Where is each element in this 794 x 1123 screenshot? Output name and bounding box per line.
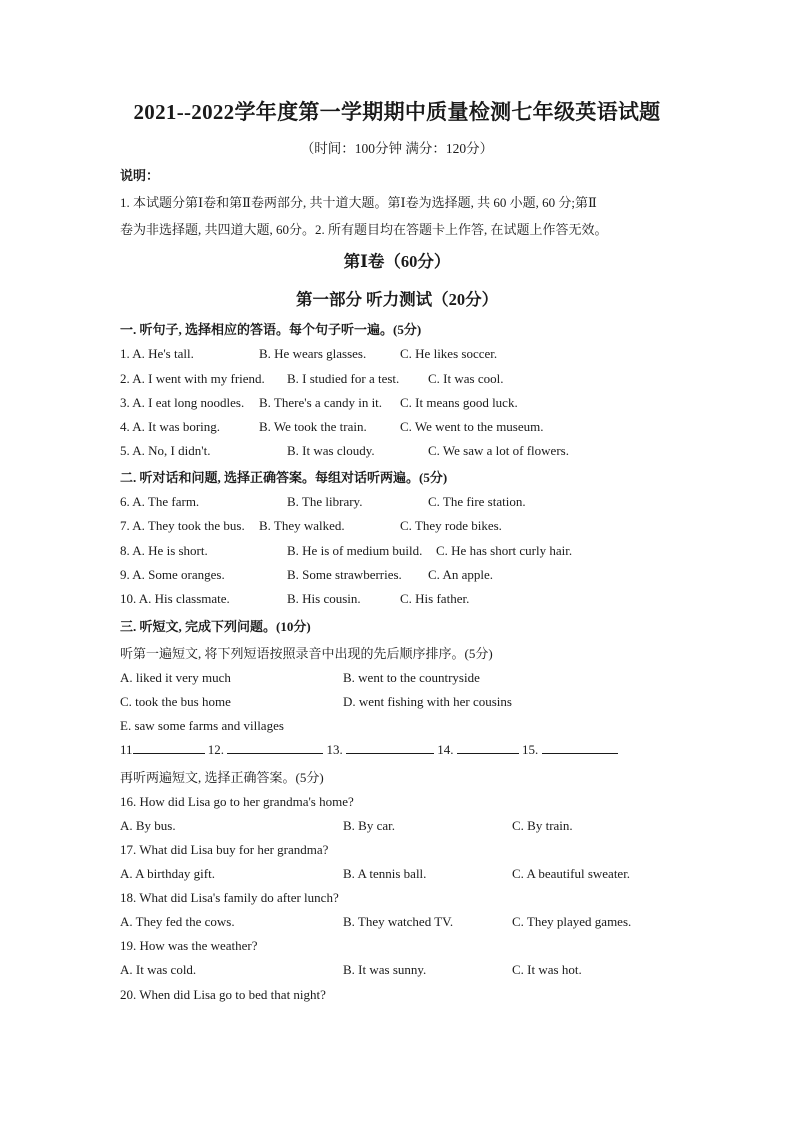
q6-option-a: 6. A. The farm. bbox=[120, 494, 200, 509]
section3-heading: 三. 听短文, 完成下列问题。(10分) bbox=[120, 619, 311, 634]
q1-option-c: C. He likes soccer. bbox=[400, 346, 498, 361]
section3-instruction-2: 再听两遍短文, 选择正确答案。(5分) bbox=[120, 770, 324, 785]
phrase-a: A. liked it very much bbox=[120, 670, 231, 685]
volume-title: 第Ⅰ卷（60分） bbox=[343, 252, 451, 271]
q4-option-a: 4. A. It was boring. bbox=[120, 419, 221, 434]
q6-option-c: C. The fire station. bbox=[428, 494, 526, 509]
q3-option-a: 3. A. I eat long noodles. bbox=[120, 395, 245, 410]
section2-heading: 二. 听对话和问题, 选择正确答案。每组对话听两遍。(5分) bbox=[120, 470, 448, 485]
phrase-c: C. took the bus home bbox=[120, 694, 231, 709]
note-line-1: 1. 本试题分第Ⅰ卷和第Ⅱ卷两部分, 共十道大题。第Ⅰ卷为选择题, 共 60 小题, 60 分;第Ⅱ bbox=[120, 195, 597, 210]
q4-option-c: C. We went to the museum. bbox=[400, 419, 544, 434]
blank-15[interactable] bbox=[542, 742, 618, 754]
blank-12[interactable] bbox=[227, 742, 323, 754]
part-title: 第一部分 听力测试（20分） bbox=[295, 290, 499, 309]
q9-option-c: C. An apple. bbox=[428, 567, 493, 582]
q5-option-b: B. It was cloudy. bbox=[287, 443, 375, 458]
q7-option-b: B. They walked. bbox=[259, 518, 345, 533]
q8-option-a: 8. A. He is short. bbox=[120, 543, 208, 558]
q17-question: 17. What did Lisa buy for her grandma? bbox=[120, 842, 329, 857]
q3-option-b: B. There's a candy in it. bbox=[259, 395, 383, 410]
q17-option-a: A. A birthday gift. bbox=[120, 866, 215, 881]
q5-option-a: 5. A. No, I didn't. bbox=[120, 443, 211, 458]
q19-option-a: A. It was cold. bbox=[120, 962, 197, 977]
note-label: 说明： bbox=[120, 168, 160, 183]
q9-option-a: 9. A. Some oranges. bbox=[120, 567, 225, 582]
q16-option-b: B. By car. bbox=[343, 818, 395, 833]
q2-option-a: 2. A. I went with my friend. bbox=[120, 371, 265, 386]
phrase-e: E. saw some farms and villages bbox=[120, 718, 284, 733]
q20-question: 20. When did Lisa go to bed that night? bbox=[120, 987, 326, 1002]
blank-14-label: 14. bbox=[437, 742, 454, 757]
q16-option-a: A. By bus. bbox=[120, 818, 176, 833]
blank-13-label: 13. bbox=[326, 742, 343, 757]
q10-option-c: C. His father. bbox=[400, 591, 470, 606]
phrase-d: D. went fishing with her cousins bbox=[343, 694, 512, 709]
section3-instruction-1: 听第一遍短文, 将下列短语按照录音中出现的先后顺序排序。(5分) bbox=[120, 646, 493, 661]
q19-option-b: B. It was sunny. bbox=[343, 962, 427, 977]
phrase-b: B. went to the countryside bbox=[343, 670, 480, 685]
q8-option-b: B. He is of medium build. bbox=[287, 543, 423, 558]
q9-option-b: B. Some strawberries. bbox=[287, 567, 402, 582]
exam-title: 2021--2022学年度第一学期期中质量检测七年级英语试题 bbox=[133, 100, 661, 124]
q10-option-a: 10. A. His classmate. bbox=[120, 591, 230, 606]
q18-option-c: C. They played games. bbox=[512, 914, 632, 929]
q5-option-c: C. We saw a lot of flowers. bbox=[428, 443, 569, 458]
q18-question: 18. What did Lisa's family do after lunch? bbox=[120, 890, 339, 905]
exam-subtitle: （时间：100分钟 满分：120分） bbox=[300, 141, 494, 156]
blank-11-label: 11 bbox=[120, 742, 133, 757]
q7-option-a: 7. A. They took the bus. bbox=[120, 518, 245, 533]
q10-option-b: B. His cousin. bbox=[287, 591, 361, 606]
q3-option-c: C. It means good luck. bbox=[400, 395, 518, 410]
q16-option-c: C. By train. bbox=[512, 818, 573, 833]
blank-11[interactable] bbox=[133, 742, 205, 754]
q16-question: 16. How did Lisa go to her grandma's home? bbox=[120, 794, 354, 809]
q18-option-b: B. They watched TV. bbox=[343, 914, 454, 929]
q8-option-c: C. He has short curly hair. bbox=[436, 543, 573, 558]
blank-13[interactable] bbox=[346, 742, 434, 754]
q7-option-c: C. They rode bikes. bbox=[400, 518, 502, 533]
blank-15-label: 15. bbox=[522, 742, 539, 757]
blank-12-label: 12. bbox=[207, 742, 225, 757]
note-line-2: 卷为非选择题, 共四道大题, 60分。2. 所有题目均在答题卡上作答, 在试题上作答无效。 bbox=[120, 222, 608, 237]
q1-option-a: 1. A. He's tall. bbox=[120, 346, 194, 361]
q17-option-c: C. A beautiful sweater. bbox=[512, 866, 631, 881]
q19-question: 19. How was the weather? bbox=[120, 938, 258, 953]
section1-heading: 一. 听句子, 选择相应的答语。每个句子听一遍。(5分) bbox=[120, 322, 422, 337]
q17-option-b: B. A tennis ball. bbox=[343, 866, 427, 881]
q4-option-b: B. We took the train. bbox=[259, 419, 367, 434]
q6-option-b: B. The library. bbox=[287, 494, 363, 509]
q19-option-c: C. It was hot. bbox=[512, 962, 582, 977]
answer-blanks-row bbox=[120, 742, 618, 758]
q1-option-b: B. He wears glasses. bbox=[259, 346, 367, 361]
q2-option-c: C. It was cool. bbox=[428, 371, 504, 386]
blank-14[interactable] bbox=[457, 742, 519, 754]
q2-option-b: B. I studied for a test. bbox=[287, 371, 400, 386]
q18-option-a: A. They fed the cows. bbox=[120, 914, 235, 929]
